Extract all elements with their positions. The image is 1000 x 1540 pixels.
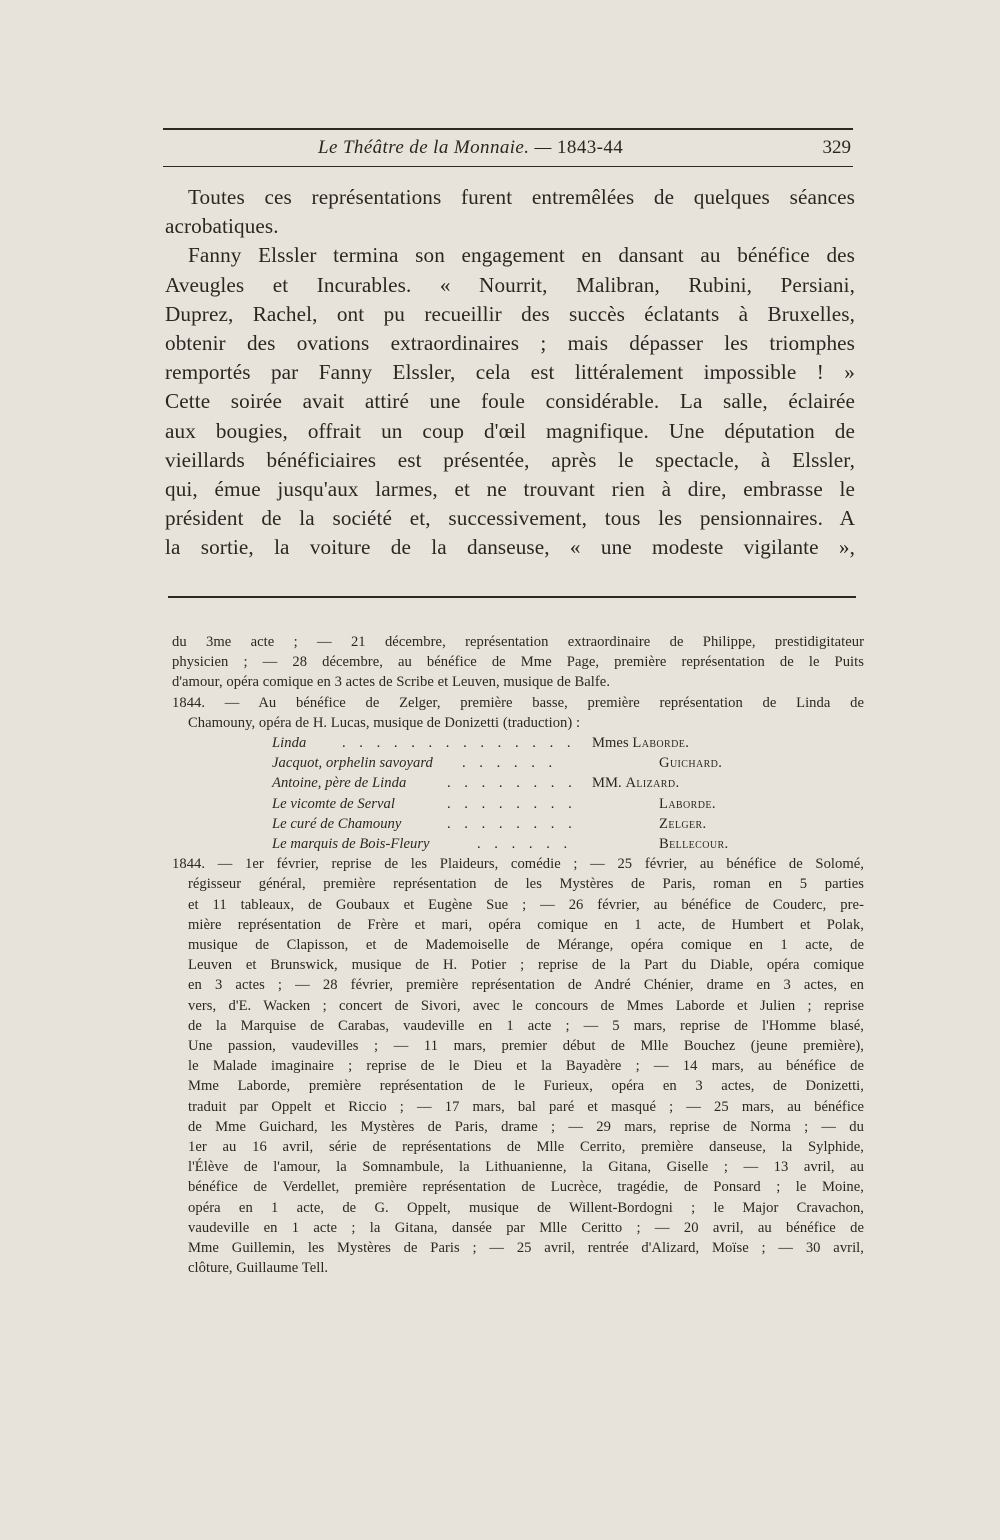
cast-role-text: Jacquot, orphelin savoyard bbox=[272, 755, 433, 772]
header-rule-bottom bbox=[163, 166, 853, 167]
cast-leader-dots: . . . . . . . . . . . . . . bbox=[342, 735, 576, 752]
cast-leader-dots: . . . . . . . . bbox=[447, 775, 577, 792]
cast-role: Le curé de Chamouny bbox=[272, 815, 402, 832]
note-line: et 11 tableaux, de Goubaux et Eugène Sue ; — 26 février, au bénéfice de Couderc, pre- bbox=[188, 896, 864, 913]
note-line: l'Élève de l'amour, la Somnambule, la Lithuanienne, la Gitana, Giselle ; — 13 avril, au bbox=[188, 1159, 864, 1176]
cast-row bbox=[172, 814, 864, 834]
text-line: qui, émue jusqu'aux larmes, et ne trouvant rien à dire, embrasse le bbox=[165, 477, 855, 502]
note-line: musique de Clapisson, et de Mademoiselle de Mérange, opéra comique en 1 acte, de bbox=[188, 936, 864, 953]
running-title-year: 1843-44 bbox=[557, 137, 624, 158]
note-line: de la Marquise de Carabas, vaudeville en 1 acte ; — 5 mars, reprise de l'Homme blasé, bbox=[188, 1017, 864, 1034]
cast-role: Le marquis de Bois-Fleury bbox=[272, 835, 430, 852]
running-title-text: Le Théâtre de la Monnaie. bbox=[318, 137, 530, 158]
text-line: président de la société et, successivement, tous les pensionnaires. A bbox=[165, 506, 855, 531]
text-line: Duprez, Rachel, ont pu recueillir des succès éclatants à Bruxelles, bbox=[165, 301, 855, 326]
cast-row bbox=[172, 753, 864, 773]
note-line: 1844. — 1er février, reprise de les Plaideurs, comédie ; — 25 février, au bénéfice de Solomé, bbox=[172, 856, 864, 873]
cast-actor bbox=[592, 733, 689, 753]
cast-row bbox=[172, 733, 864, 753]
note-line: Mme Laborde, première représentation de le Furieux, opéra en 3 actes, de Donizetti, bbox=[188, 1078, 864, 1095]
note-line: Leuven et Brunswick, musique de H. Potier ; reprise de la Part du Diable, opéra comique bbox=[188, 957, 864, 974]
cast-actor-name: Bellecour. bbox=[659, 835, 729, 852]
note-line: opéra en 1 acte, de G. Oppelt, musique de Willent-Bordogni ; le Major Cravachon, bbox=[188, 1199, 864, 1216]
page-number: 329 bbox=[822, 137, 851, 158]
cast-role: Linda bbox=[272, 735, 307, 752]
note-line: le Malade imaginaire ; reprise de le Dieu et la Bayadère ; — 14 mars, au bénéfice de bbox=[188, 1058, 864, 1075]
running-header bbox=[163, 131, 853, 165]
text-line: la sortie, la voiture de la danseuse, « une modeste vigilante », bbox=[165, 535, 855, 560]
note-line: vers, d'E. Wacken ; concert de Sivori, avec le concours de Mmes Laborde et Julien ; reprise bbox=[188, 997, 864, 1014]
cast-row bbox=[172, 773, 864, 793]
cast-actor-prefix: Mmes bbox=[592, 735, 629, 752]
text-line: obtenir des ovations extraordinaires ; mais dépasser les triomphes bbox=[165, 331, 855, 356]
cast-actor bbox=[659, 753, 722, 773]
cast-actor-name: Laborde. bbox=[632, 735, 690, 752]
note-line: vaudeville en 1 acte ; la Gitana, dansée par Mlle Ceritto ; — 20 avril, au bénéfice de bbox=[188, 1219, 864, 1236]
footnote-block bbox=[172, 632, 864, 1278]
text-line: remportés par Fanny Elssler, cela est littéralement impossible ! » bbox=[165, 360, 855, 385]
text-line: acrobatiques. bbox=[165, 214, 279, 239]
cast-role bbox=[272, 773, 406, 793]
cast-actor-name: Laborde. bbox=[659, 795, 716, 812]
text-line: Fanny Elssler termina son engagement en dansant au bénéfice des bbox=[188, 243, 855, 268]
text-line: aux bougies, offrait un coup d'œil magnifique. Une députation de bbox=[165, 418, 855, 443]
text-line: vieillards bénéficiaires est présentée, après le spectacle, à Elssler, bbox=[165, 447, 855, 472]
cast-row bbox=[172, 794, 864, 814]
cast-leader-dots: . . . . . . . . bbox=[447, 815, 577, 832]
cast-actor bbox=[659, 794, 716, 814]
note-line: en 3 actes ; — 28 février, première représentation de André Chénier, drame en 3 actes, en bbox=[188, 977, 864, 994]
cast-actor bbox=[659, 814, 707, 834]
note-line: de Mme Guichard, les Mystères de Paris, drame ; — 29 mars, reprise de Norma ; — du bbox=[188, 1118, 864, 1135]
note-line: Mme Guillemin, les Mystères de Paris ; — 25 avril, rentrée d'Alizard, Moïse ; — 30 avril, bbox=[188, 1240, 864, 1256]
text-line: Toutes ces représentations furent entremêlées de quelques séances bbox=[188, 185, 855, 209]
note-line: 1er au 16 avril, série de représentations de Mlle Cerrito, première danseuse, la Sylphide, bbox=[188, 1138, 864, 1155]
text-line: Aveugles et Incurables. « Nourrit, Malibran, Rubini, Persiani, bbox=[165, 272, 855, 297]
cast-actor-name: Alizard. bbox=[625, 775, 680, 792]
header-rule-top bbox=[163, 128, 853, 130]
note-line: mière représentation de Frère et mari, opéra comique en 1 acte, de Humbert et Polak, bbox=[188, 916, 864, 933]
note-line: physicien ; — 28 décembre, au bénéfice de Mme Page, première représentation de le Puits bbox=[172, 654, 864, 671]
note-line: Chamouny, opéra de H. Lucas, musique de Donizetti (traduction) : bbox=[188, 714, 581, 731]
cast-list bbox=[172, 733, 864, 854]
cast-leader-dots: . . . . . . . . bbox=[447, 795, 577, 812]
cast-actor-name: Zelger. bbox=[659, 815, 707, 832]
cast-leader-dots: . . . . . . bbox=[462, 755, 558, 772]
running-title bbox=[318, 131, 623, 165]
cast-actor-prefix: MM. bbox=[592, 775, 622, 792]
note-line: bénéfice de Verdellet, première représentation de Lucrèce, tragédie, de Ponsard ; le Moine, bbox=[188, 1179, 864, 1196]
note-line: 1844. — Au bénéfice de Zelger, première basse, première représentation de Linda de bbox=[172, 694, 864, 711]
note-line: d'amour, opéra comique en 3 actes de Scribe et Leuven, musique de Balfe. bbox=[172, 674, 611, 691]
cast-role bbox=[272, 753, 433, 773]
cast-role: Le vicomte de Serval bbox=[272, 795, 395, 812]
note-line: traduit par Oppelt et Riccio ; — 17 mars, bal paré et masqué ; — 25 mars, au bénéfice bbox=[188, 1098, 864, 1115]
running-title-dash: — bbox=[529, 137, 558, 158]
cast-role-text: Antoine, père de Linda bbox=[272, 775, 407, 792]
cast-actor bbox=[592, 773, 680, 793]
note-line: régisseur général, première représentation de les Mystères de Paris, roman en 5 parties bbox=[188, 876, 864, 893]
note-line: du 3me acte ; — 21 décembre, représentation extraordinaire de Philippe, prestidigitateur bbox=[172, 634, 864, 650]
cast-leader-dots: . . . . . . bbox=[477, 835, 573, 852]
cast-actor-name: Guichard. bbox=[659, 755, 723, 772]
note-line: clôture, Guillaume Tell. bbox=[188, 1260, 329, 1277]
footnote-rule bbox=[168, 596, 856, 598]
note-line: Une passion, vaudevilles ; — 11 mars, premier début de Mlle Bouchez (jeune première), bbox=[188, 1037, 864, 1054]
cast-row bbox=[172, 834, 864, 854]
main-text bbox=[165, 183, 855, 563]
cast-actor bbox=[659, 834, 729, 854]
text-line: Cette soirée avait attiré une foule considérable. La salle, éclairée bbox=[165, 389, 855, 414]
